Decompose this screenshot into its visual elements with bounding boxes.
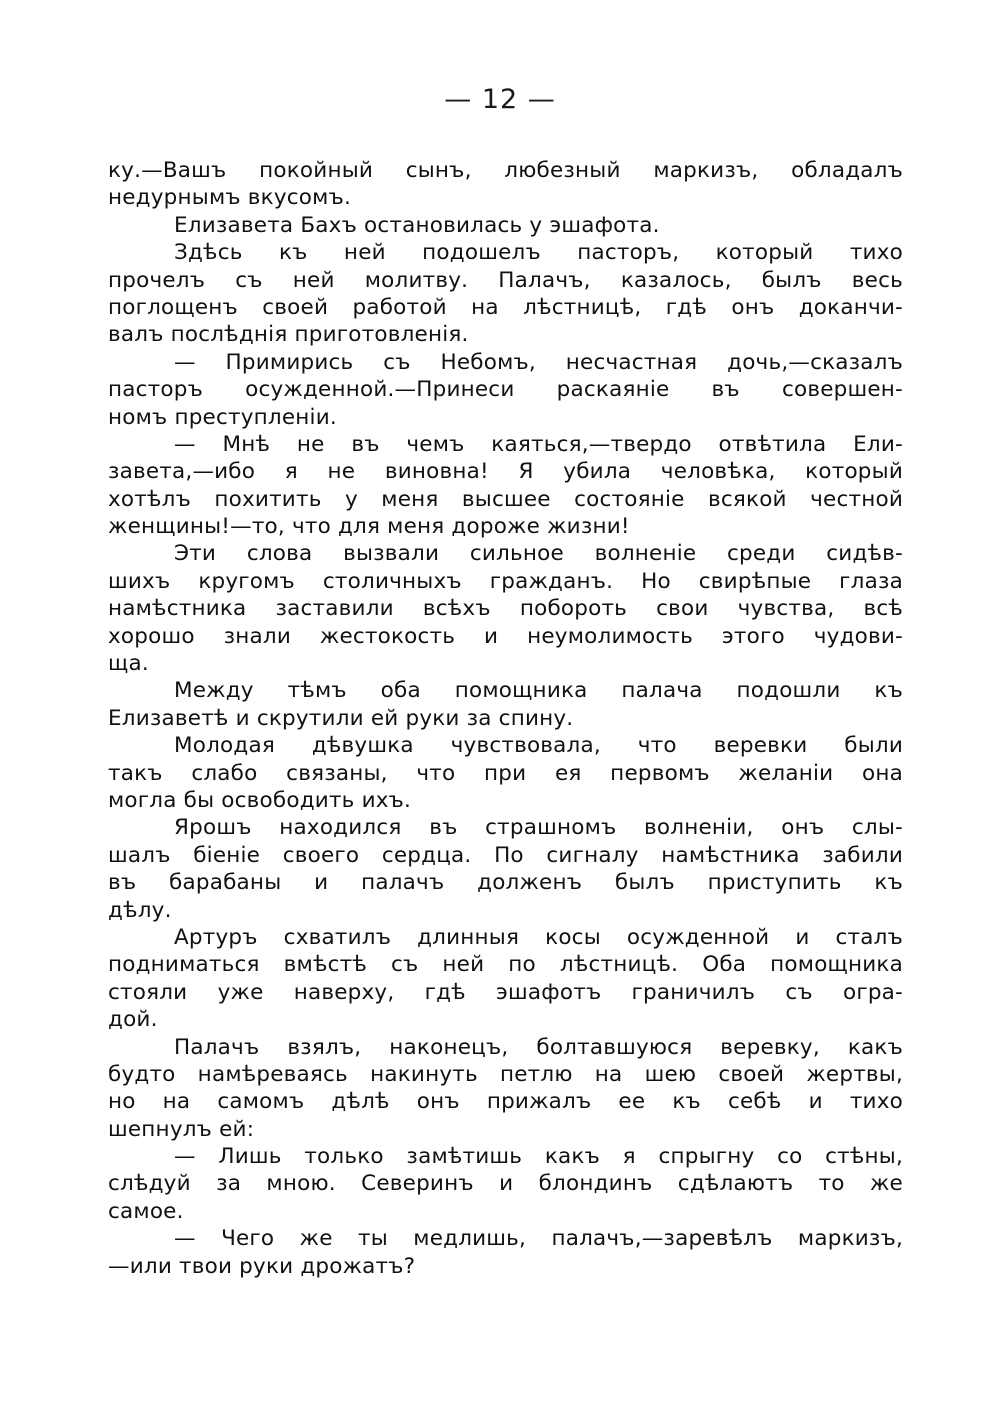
text-line: дой. — [108, 1007, 158, 1033]
text-line: пасторъ осужденной.—Принеси раскаяніе въ совершен- — [108, 377, 903, 403]
text-line: шихъ кругомъ столичныхъ гражданъ. Но свирѣпые глаза — [108, 568, 903, 594]
text-line: ща. — [108, 651, 149, 677]
text-line: Молодая дѣвушка чувствовала, что веревки были — [174, 733, 903, 759]
text-line: стояли уже наверху, гдѣ эшафотъ граничилъ съ огра- — [108, 979, 903, 1005]
text-line: недурнымъ вкусомъ. — [108, 185, 351, 211]
body-text — [108, 157, 903, 1280]
text-line: Эти слова вызвали сильное волненіе среди сидѣв- — [174, 541, 903, 567]
text-line: прочелъ съ ней молитву. Палачъ, казалось, былъ весь — [108, 267, 903, 293]
text-line: но на самомъ дѣлѣ онъ прижалъ ее къ себѣ и тихо — [108, 1089, 903, 1115]
text-line: —или твои руки дрожатъ? — [108, 1253, 416, 1279]
text-line: намѣстника заставили всѣхъ побороть свои чувства, всѣ — [108, 596, 903, 622]
text-line: Елизавета Бахъ остановилась у эшафота. — [174, 212, 660, 238]
text-line: номъ преступленіи. — [108, 404, 337, 430]
text-line: — Чего же ты медлишь, палачъ,—заревѣлъ маркизъ, — [174, 1226, 903, 1252]
text-line: Ярошъ находился въ страшномъ волненіи, онъ слы- — [174, 815, 903, 841]
text-line: слѣдуй за мною. Северинъ и блондинъ сдѣлаютъ то же — [108, 1171, 903, 1197]
text-line: Артуръ схватилъ длинныя косы осужденной и сталъ — [174, 924, 903, 950]
text-line: Палачъ взялъ, наконецъ, болтавшуюся веревку, какъ — [174, 1034, 903, 1060]
text-line: самое. — [108, 1198, 184, 1224]
text-line: Елизаветѣ и скрутили ей руки за спину. — [108, 705, 574, 731]
text-line: ку.—Вашъ покойный сынъ, любезный маркизъ, обладалъ — [108, 158, 903, 183]
text-line: Здѣсь къ ней подошелъ пасторъ, который тихо — [174, 240, 903, 266]
text-line: подниматься вмѣстѣ съ ней по лѣстницѣ. Оба помощника — [108, 952, 903, 978]
text-line: шепнулъ ей: — [108, 1116, 255, 1142]
text-line: Между тѣмъ оба помощника палача подошли къ — [174, 678, 903, 704]
text-line: — Лишь только замѣтишь какъ я спрыгну со стѣны, — [174, 1144, 903, 1170]
text-line: такъ слабо связаны, что при ея первомъ желаніи она — [108, 760, 903, 786]
text-line: женщины!—то, что для меня дороже жизни! — [108, 514, 630, 540]
text-line: шалъ біеніе своего сердца. По сигналу намѣстника забили — [108, 842, 903, 868]
text-line: хорошо знали жестокость и неумолимость этого чудови- — [108, 623, 903, 649]
text-line: завета,—ибо я не виновна! Я убила человѣка, который — [108, 459, 903, 485]
text-line: будто намѣреваясь накинуть петлю на шею своей жертвы, — [108, 1061, 903, 1087]
text-line: валъ послѣднія приготовленія. — [108, 322, 469, 348]
text-line: поглощенъ своей работой на лѣстницѣ, гдѣ онъ доканчи- — [108, 294, 903, 320]
text-line: хотѣлъ похитить у меня высшее состояніе всякой честной — [108, 486, 903, 512]
text-line: — Примирись съ Небомъ, несчастная дочь,—сказалъ — [174, 349, 903, 375]
page-number: — 12 — — [444, 84, 556, 115]
text-line: — Мнѣ не въ чемъ каяться,—твердо отвѣтила Ели- — [174, 431, 903, 457]
text-line: дѣлу. — [108, 897, 172, 923]
text-line: въ барабаны и палачъ долженъ былъ приступить къ — [108, 870, 903, 896]
text-line: могла бы освободить ихъ. — [108, 787, 412, 813]
